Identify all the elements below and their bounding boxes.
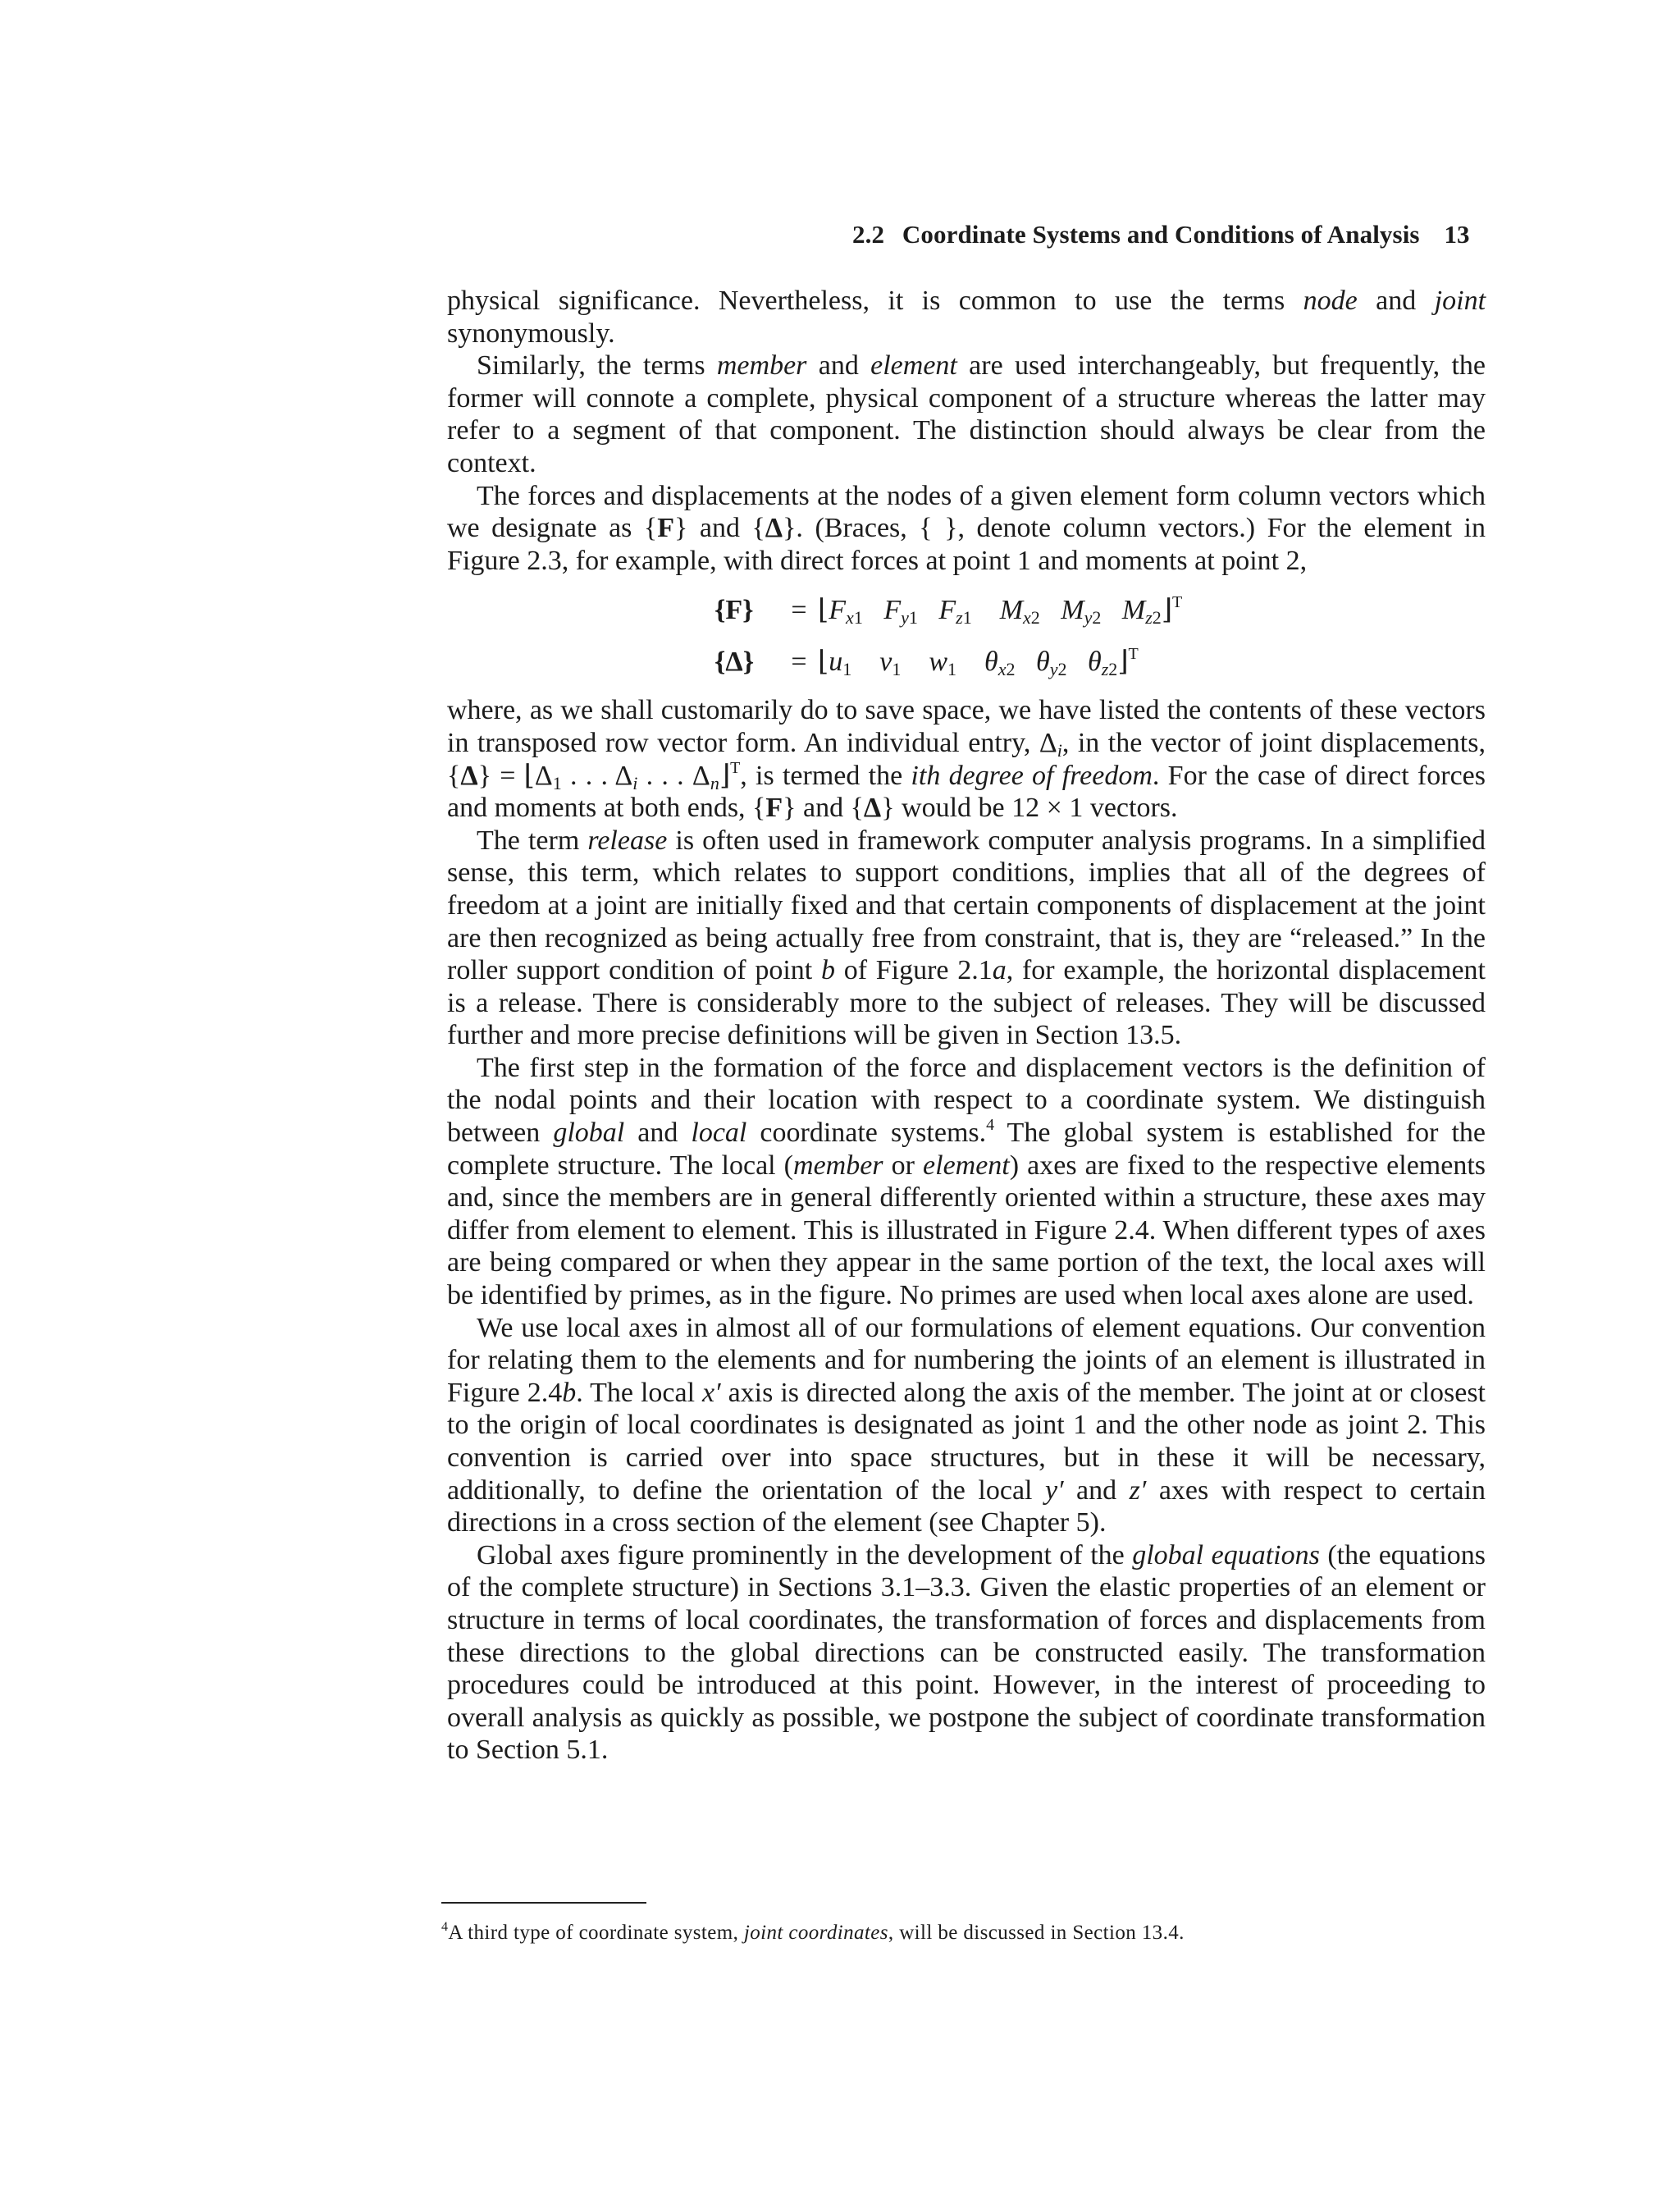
displacement-vector-lhs: {Δ}	[714, 647, 755, 678]
footnote-rule	[441, 1902, 646, 1904]
paragraph-6: The first step in the formation of the force and displacement vectors is the definition of the nodal points and their location with respect to a coordinate system. We distinguish between global and local coordinate systems.$^4$ The global system is established for the complete structure. The local (member or element) axes are fixed to the respective elements and, since the members are in general differently oriented within a structure, these axes may differ from element to element. This is illustrated in Figure 2.4. When different types of axes are being compared or when they appear in the same portion of the text, the local axes will be identified by primes, as in the figure. No primes are used when local axes alone are used.	[447, 1052, 1486, 1311]
equals-sign: =	[791, 647, 807, 678]
footnote: $^4$A third type of coordinate system, joint coordinates, will be discussed in Section 13.4.	[441, 1920, 1185, 1944]
running-head	[852, 220, 1470, 249]
footnote-marker: 4	[441, 1920, 449, 1934]
paragraph-8: Global axes figure prominently in the development of the global equations (the equations of the complete structure) in Sections 3.1–3.3. Given the elastic properties of an element or structure in terms of local coordinates, the transformation of forces and displacements from these directions to the global directions can be constructed easily. The transformation procedures could be introduced at this point. However, in the interest of proceeding to overall analysis as quickly as possible, we postpone the subject of coordinate transformation to Section 5.1.	[447, 1539, 1486, 1766]
body-text	[447, 285, 1486, 1767]
page-number: 13	[1444, 220, 1470, 249]
section-title: Coordinate Systems and Conditions of Analysis	[902, 220, 1420, 249]
displacement-vector-rhs: ⌊u1 v1 w1 θx2 θy2 θz2⌋$^T$	[818, 645, 1139, 680]
section-number: 2.2	[852, 220, 885, 249]
equation-block	[714, 584, 1486, 688]
paragraph-4: where, as we shall customarily do to save space, we have listed the contents of these vectors in transposed row vector form. An individual entry, Δi, in the vector of joint displacements, {Δ} = ⌊Δ1 . . . Δi . . . Δn⌋$^T$, is termed the ith degree of freedom. For the case of direct forces and moments at both ends, {F} and {Δ} would be 12 × 1 vectors.	[447, 695, 1486, 824]
force-vector-lhs: {F}	[714, 595, 754, 626]
equals-sign: =	[791, 595, 807, 626]
paragraph-2: Similarly, the terms member and element are used interchangeably, but frequently, the former will connote a complete, physical component of a structure whereas the latter may refer to a segment of that component. The distinction should always be clear from the context.	[447, 350, 1486, 478]
paragraph-1: physical significance. Nevertheless, it is common to use the terms node and joint synonymously.	[447, 286, 1486, 349]
displacement-vector-equation	[714, 636, 1486, 688]
paragraph-7: We use local axes in almost all of our formulations of element equations. Our convention for relating them to the elements and for numbering the joints of an element is illustrated in Figure 2.4b. The local x′ axis is directed along the axis of the member. The joint at or closest to the origin of local coordinates is designated as joint 1 and the other node as joint 2. This convention is carried over into space structures, but in these it will be necessary, additionally, to define the orientation of the local y′ and z′ axes with respect to certain directions in a cross section of the element (see Chapter 5).	[447, 1312, 1486, 1538]
paragraph-5: The term release is often used in framework computer analysis programs. In a simplified sense, this term, which relates to support conditions, implies that all of the degrees of freedom at a joint are initially fixed and that certain components of displacement at the joint are then recognized as being actually free from constraint, that is, they are “released.” In the roller support condition of point b of Figure 2.1a, for example, the horizontal displacement is a release. There is considerably more to the subject of releases. They will be discussed further and more precise definitions will be given in Section 13.5.	[447, 825, 1486, 1051]
paragraph-3: The forces and displacements at the nodes of a given element form column vectors which we designate as {F} and {Δ}. (Braces, { }, denote column vectors.) For the element in Figure 2.3, for example, with direct forces at point 1 and moments at point 2,	[447, 480, 1486, 576]
force-vector-rhs: ⌊Fx1 Fy1 Fz1 Mx2 My2 Mz2⌋$^T$	[818, 593, 1183, 629]
force-vector-equation	[714, 584, 1486, 636]
